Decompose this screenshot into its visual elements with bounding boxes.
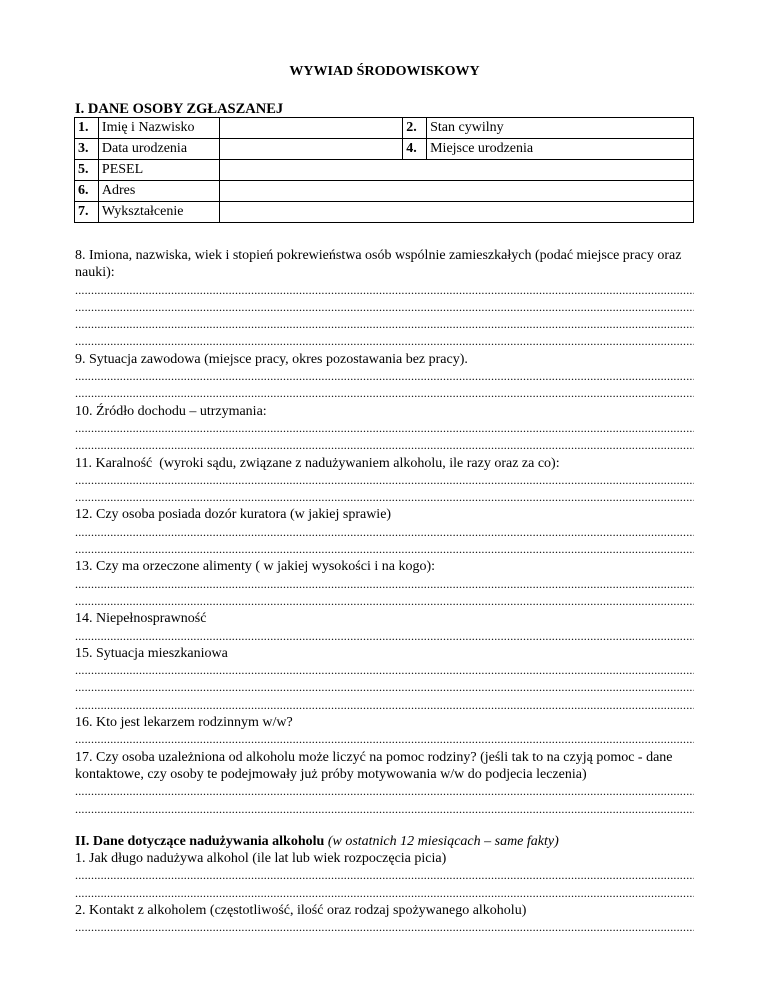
answer-line[interactable]: [75, 437, 694, 454]
field-number: 3.: [75, 139, 99, 160]
field-number: 1.: [75, 118, 99, 139]
field-value-address[interactable]: [219, 181, 693, 202]
field-label-birth-place[interactable]: Miejsce urodzenia: [427, 139, 694, 160]
section2-heading-note: (w ostatnich 12 miesiącach – same fakty): [327, 833, 559, 849]
answer-line[interactable]: [75, 282, 694, 299]
section2-question-2: 2. Kontakt z alkoholem (częstotliwość, ilość oraz rodzaj spożywanego alkoholu): [75, 902, 527, 918]
question-12: 12. Czy osoba posiada dozór kuratora (w jakiej sprawie): [75, 507, 392, 523]
question-16: 16. Kto jest lekarzem rodzinnym w/w?: [75, 715, 293, 731]
answer-line[interactable]: [75, 299, 694, 316]
answer-line[interactable]: [75, 697, 694, 714]
field-value-name[interactable]: [219, 118, 403, 139]
field-value-pesel[interactable]: [219, 160, 693, 181]
question-17: 17. Czy osoba uzależniona od alkoholu może liczyć na pomoc rodziny? (jeśli tak to na czyją pomoc - dane kontaktowe, czy osoby te podejmowały już próby motywowania w/w do podjecia leczenia): [75, 749, 673, 782]
answer-line[interactable]: [75, 783, 694, 800]
field-value-birth-date[interactable]: [219, 139, 403, 160]
answer-line[interactable]: [75, 541, 694, 558]
answer-line[interactable]: [75, 316, 694, 333]
section2-question-1: 1. Jak długo nadużywa alkohol (ile lat lub wiek rozpoczęcia picia): [75, 851, 447, 867]
personal-data-table: [74, 117, 694, 223]
question-9: 9. Sytuacja zawodowa (miejsce pracy, okres pozostawania bez pracy).: [75, 351, 468, 367]
field-number: 2.: [403, 118, 427, 139]
field-label-pesel: PESEL: [98, 160, 219, 181]
answer-line[interactable]: [75, 885, 694, 902]
answer-line[interactable]: [75, 867, 694, 884]
field-value-education[interactable]: [219, 202, 693, 223]
questions-block: [75, 247, 694, 937]
field-number: 4.: [403, 139, 427, 160]
table-row: [75, 181, 694, 202]
answer-line[interactable]: [75, 420, 694, 437]
table-row: [75, 202, 694, 223]
question-14: 14. Niepełnosprawność: [75, 611, 207, 627]
answer-line[interactable]: [75, 524, 694, 541]
table-row: [75, 139, 694, 160]
question-15: 15. Sytuacja mieszkaniowa: [75, 645, 228, 661]
answer-line[interactable]: [75, 919, 694, 936]
answer-line[interactable]: [75, 731, 694, 748]
answer-line[interactable]: [75, 679, 694, 696]
answer-line[interactable]: [75, 385, 694, 402]
question-8: 8. Imiona, nazwiska, wiek i stopień pokrewieństwa osób wspólnie zamieszkałych (podać miejsce pracy oraz nauki):: [75, 248, 682, 281]
question-10: 10. Źródło dochodu – utrzymania:: [75, 403, 267, 419]
field-label-birth-date: Data urodzenia: [98, 139, 219, 160]
answer-line[interactable]: [75, 368, 694, 385]
answer-line[interactable]: [75, 662, 694, 679]
answer-line[interactable]: [75, 593, 694, 610]
field-label-education: Wykształcenie: [98, 202, 219, 223]
answer-line[interactable]: [75, 472, 694, 489]
field-label-name: Imię i Nazwisko: [98, 118, 219, 139]
field-number: 7.: [75, 202, 99, 223]
answer-line[interactable]: [75, 333, 694, 350]
section2-heading: II. Dane dotyczące nadużywania alkoholu: [75, 833, 325, 849]
field-number: 5.: [75, 160, 99, 181]
table-row: [75, 118, 694, 139]
question-13: 13. Czy ma orzeczone alimenty ( w jakiej wysokości i na kogo):: [75, 559, 436, 575]
field-label-address: Adres: [98, 181, 219, 202]
section2-heading-line: [75, 833, 694, 850]
answer-line[interactable]: [75, 576, 694, 593]
table-row: [75, 160, 694, 181]
section1-heading: I. DANE OSOBY ZGŁASZANEJ: [75, 101, 284, 117]
document-title: WYWIAD ŚRODOWISKOWY: [289, 64, 480, 79]
answer-line[interactable]: [75, 489, 694, 506]
answer-line[interactable]: [75, 801, 694, 818]
field-label-marital-status[interactable]: Stan cywilny: [427, 118, 694, 139]
field-number: 6.: [75, 181, 99, 202]
question-11: 11. Karalność (wyroki sądu, związane z nadużywaniem alkoholu, ile razy oraz za co):: [75, 455, 560, 471]
answer-line[interactable]: [75, 628, 694, 645]
